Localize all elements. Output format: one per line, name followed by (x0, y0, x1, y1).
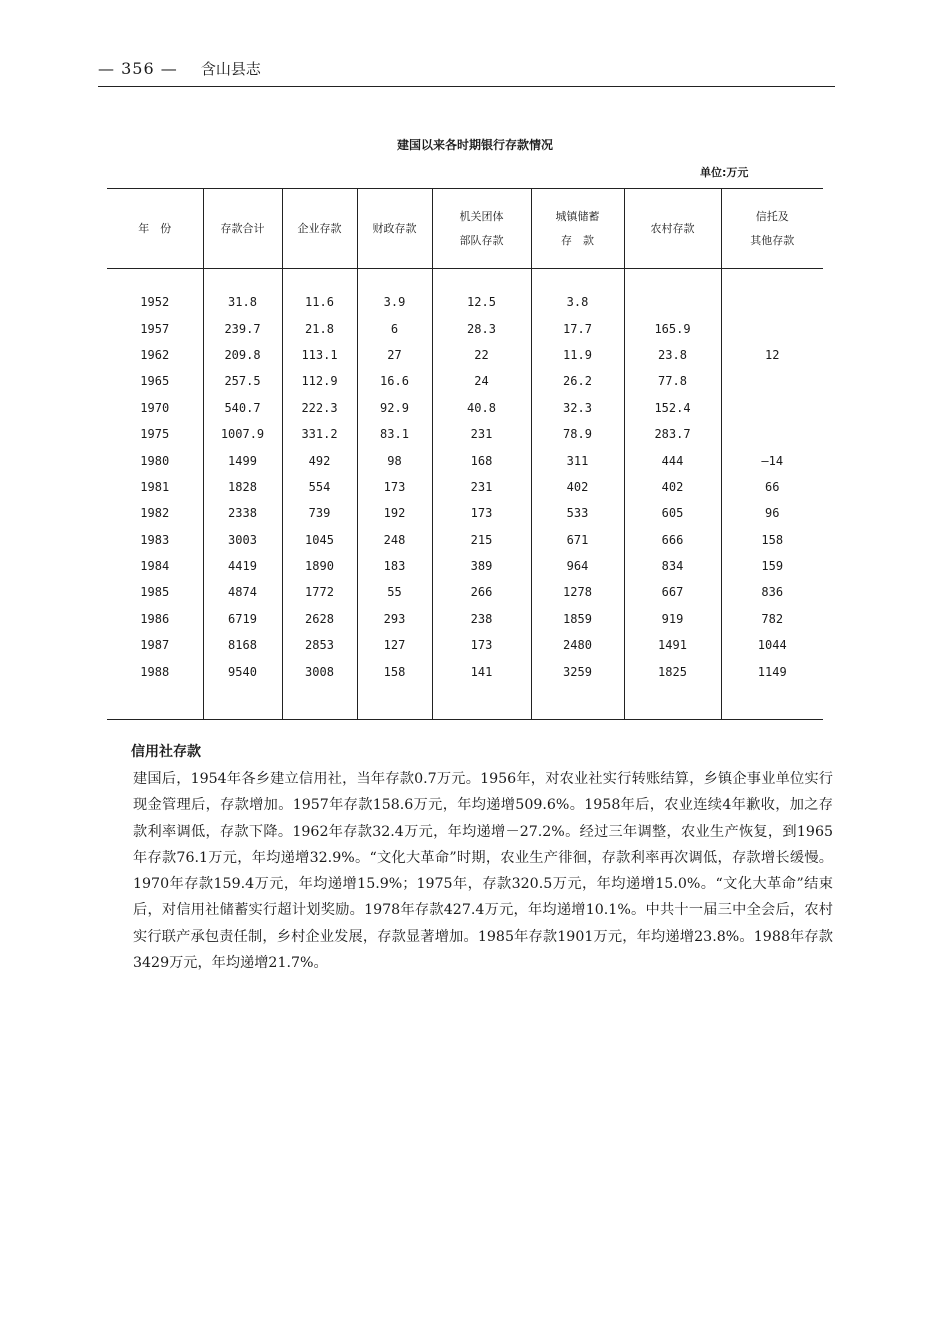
table-cell: 1980 (140, 453, 170, 468)
table-cell: 782 (721, 606, 823, 632)
table-cell: 2338 (203, 500, 282, 526)
spacer-cell (432, 269, 531, 290)
table-cell (721, 368, 823, 394)
table-cell: 2480 (531, 632, 624, 658)
table-cell: 6719 (203, 606, 282, 632)
table-cell: 17.7 (531, 315, 624, 341)
column-header-line: 其他存款 (750, 233, 795, 247)
table-cell: 1772 (282, 579, 357, 605)
spacer-cell (531, 269, 624, 290)
table-cell: 12.5 (432, 289, 531, 315)
table-cell: 192 (357, 500, 432, 526)
table-cell: 1890 (282, 553, 357, 579)
table-cell: 9540 (203, 658, 282, 684)
table-cell: 389 (432, 553, 531, 579)
spacer-cell (721, 269, 823, 290)
spacer-cell (531, 685, 624, 720)
table-cell: 1007.9 (203, 421, 282, 447)
table-cell: 3008 (282, 658, 357, 684)
table-cell: 1962 (140, 347, 170, 362)
table-cell: 78.9 (531, 421, 624, 447)
spacer-cell (432, 685, 531, 720)
table-cell: 55 (357, 579, 432, 605)
table-cell: 554 (282, 474, 357, 500)
table-cell: 533 (531, 500, 624, 526)
column-header-line: 企业存款 (297, 221, 342, 235)
table-title: 建国以来各时期银行存款情况 (396, 138, 553, 152)
table-cell: 444 (624, 447, 721, 473)
table-cell (721, 289, 823, 315)
table-cell: 173 (432, 632, 531, 658)
table-cell: 31.8 (203, 289, 282, 315)
table-row (107, 395, 823, 421)
table-cell: 1984 (140, 559, 170, 574)
table-cell: 158 (357, 658, 432, 684)
table-cell (624, 289, 721, 315)
column-header-line: 农村存款 (650, 221, 695, 235)
table-cell: 23.8 (624, 342, 721, 368)
table-cell: 11.6 (282, 289, 357, 315)
table-cell: 1859 (531, 606, 624, 632)
table-cell: 6 (357, 315, 432, 341)
table-cell: 964 (531, 553, 624, 579)
table-cell: 96 (721, 500, 823, 526)
column-header-line: 存款合计 (220, 221, 265, 235)
column-header (282, 189, 357, 269)
table-cell: 173 (432, 500, 531, 526)
table-cell: 266 (432, 579, 531, 605)
table-cell: 666 (624, 527, 721, 553)
table-cell: 293 (357, 606, 432, 632)
table-cell: 165.9 (624, 315, 721, 341)
deposit-table (107, 188, 823, 720)
table-cell: 311 (531, 447, 624, 473)
table-cell: 16.6 (357, 368, 432, 394)
table-row (107, 632, 823, 658)
table-cell: 4874 (203, 579, 282, 605)
table-cell: 66 (721, 474, 823, 500)
table-cell: 238 (432, 606, 531, 632)
table-row (107, 579, 823, 605)
table-cell: 1983 (140, 532, 170, 547)
table-row (107, 368, 823, 394)
table-cell: 248 (357, 527, 432, 553)
table-row (107, 447, 823, 473)
table-cell: 540.7 (203, 395, 282, 421)
table-cell: 231 (432, 421, 531, 447)
table-cell: 11.9 (531, 342, 624, 368)
table-cell: 3.8 (531, 289, 624, 315)
table-cell: 183 (357, 553, 432, 579)
spacer-cell (203, 269, 282, 290)
table-cell: 834 (624, 553, 721, 579)
column-header (531, 189, 624, 269)
table-cell: 402 (624, 474, 721, 500)
table-cell: 605 (624, 500, 721, 526)
table-cell: 40.8 (432, 395, 531, 421)
table-cell: 27 (357, 342, 432, 368)
table-cell: 3259 (531, 658, 624, 684)
table-cell: 1499 (203, 447, 282, 473)
table-cell: 3.9 (357, 289, 432, 315)
spacer-cell (721, 685, 823, 720)
spacer-cell (107, 269, 203, 290)
section-paragraph: 建国后，1954年各乡建立信用社，当年存款0.7万元。1956年，对农业社实行转账结算，乡镇企事业单位实行现金管理后，存款增加。1957年存款158.6万元，年均递增509.6%。1958年后，农业连续4年歉收，加之存款利率调低，存款下降。1962年存款32.4万元，年均递增－27.2%。经过三年调整，农业生产恢复，到1965年存款76.1万元，年均递增32.9%。“文化大革命”时期，农业生产徘徊，存款利率再次调低，存款增长缓慢。1970年存款159.4万元，年均递增15.9%；1975年，存款320.5万元，年均递增15.0%。“文化大革命”结束后，对信用社储蓄实行超计划奖励。1978年存款427.4万元，年均递增10.1%。中共十一届三中全会后，农村实行联产承包责任制，乡村企业发展，存款显著增加。1985年存款1901万元，年均递增23.8%。1988年存款3429万元，年均递增21.7%。 (133, 771, 833, 972)
table-cell: 1825 (624, 658, 721, 684)
book-title: 含山县志 (200, 60, 261, 78)
table-cell: 1981 (140, 479, 170, 494)
table-cell (721, 395, 823, 421)
spacer-cell (624, 269, 721, 290)
table-cell: 1952 (140, 295, 170, 310)
table-cell: 3003 (203, 527, 282, 553)
table-cell: 231 (432, 474, 531, 500)
table-cell: 1988 (140, 664, 170, 679)
table-row (107, 421, 823, 447)
spacer-cell (107, 685, 203, 720)
table-cell: —14 (721, 447, 823, 473)
table-cell: 127 (357, 632, 432, 658)
table-cell: 1278 (531, 579, 624, 605)
table-cell: 4419 (203, 553, 282, 579)
table-cell: 2853 (282, 632, 357, 658)
table-cell: 22 (432, 342, 531, 368)
table-cell: 1491 (624, 632, 721, 658)
column-header-line: 财政存款 (372, 221, 417, 235)
table-cell: 1149 (721, 658, 823, 684)
table-cell: 152.4 (624, 395, 721, 421)
column-header (624, 189, 721, 269)
table-cell: 158 (721, 527, 823, 553)
table-cell: 402 (531, 474, 624, 500)
table-header-row (107, 189, 823, 269)
table-cell: 83.1 (357, 421, 432, 447)
table-cell: 257.5 (203, 368, 282, 394)
table-cell: 671 (531, 527, 624, 553)
spacer-cell (203, 685, 282, 720)
table-cell: 112.9 (282, 368, 357, 394)
section-title: 信用社存款 (131, 744, 201, 760)
spacer-row (107, 685, 823, 720)
table-cell: 12 (721, 342, 823, 368)
column-header-line: 机关团体 (459, 209, 504, 223)
table-cell: 168 (432, 447, 531, 473)
table-cell: 141 (432, 658, 531, 684)
table-row (107, 500, 823, 526)
table-cell: 2628 (282, 606, 357, 632)
table-cell: 98 (357, 447, 432, 473)
table-cell: 32.3 (531, 395, 624, 421)
table-row (107, 553, 823, 579)
table-cell: 836 (721, 579, 823, 605)
column-header-line: 部队存款 (459, 233, 504, 247)
table-row (107, 315, 823, 341)
table-cell: 173 (357, 474, 432, 500)
column-header-line: 信托及 (755, 209, 789, 223)
table-cell: 26.2 (531, 368, 624, 394)
table-cell: 739 (282, 500, 357, 526)
column-header (107, 189, 203, 269)
table-row (107, 474, 823, 500)
table-cell: 667 (624, 579, 721, 605)
spacer-cell (282, 269, 357, 290)
table-cell: 159 (721, 553, 823, 579)
table-cell: 1986 (140, 611, 170, 626)
table-cell: 1987 (140, 638, 170, 653)
table-cell: 222.3 (282, 395, 357, 421)
column-header-line: 年 份 (138, 221, 172, 235)
table-cell: 1044 (721, 632, 823, 658)
table-row (107, 342, 823, 368)
table-cell: 1965 (140, 374, 170, 389)
table-cell: 209.8 (203, 342, 282, 368)
column-header (203, 189, 282, 269)
table-cell: 1957 (140, 321, 170, 336)
table-cell: 1985 (140, 585, 170, 600)
table-cell: 1045 (282, 527, 357, 553)
table-cell: 283.7 (624, 421, 721, 447)
table-cell: 331.2 (282, 421, 357, 447)
table-cell: 113.1 (282, 342, 357, 368)
table-cell: 1970 (140, 400, 170, 415)
spacer-cell (282, 685, 357, 720)
column-header (721, 189, 823, 269)
table-cell: 21.8 (282, 315, 357, 341)
column-header (432, 189, 531, 269)
table-cell: 8168 (203, 632, 282, 658)
column-header (357, 189, 432, 269)
table-cell: 1982 (140, 506, 170, 521)
page-number: — 356 — (98, 59, 178, 78)
spacer-cell (357, 269, 432, 290)
table-cell: 919 (624, 606, 721, 632)
spacer-cell (357, 685, 432, 720)
table-cell: 28.3 (432, 315, 531, 341)
table-row (107, 289, 823, 315)
column-header-line: 存 款 (561, 233, 594, 247)
table-cell: 77.8 (624, 368, 721, 394)
table-cell (721, 315, 823, 341)
spacer-cell (624, 685, 721, 720)
table-row (107, 606, 823, 632)
table-cell: 492 (282, 447, 357, 473)
table-cell: 1828 (203, 474, 282, 500)
table-cell: 24 (432, 368, 531, 394)
spacer-row (107, 269, 823, 290)
table-cell: 92.9 (357, 395, 432, 421)
column-header-line: 城镇储蓄 (555, 209, 600, 223)
table-cell: 215 (432, 527, 531, 553)
table-cell: 239.7 (203, 315, 282, 341)
page-header (98, 56, 835, 87)
table-unit: 单位:万元 (700, 166, 749, 179)
table-cell (721, 421, 823, 447)
table-row (107, 658, 823, 684)
table-row (107, 527, 823, 553)
table-body (107, 269, 823, 720)
table-cell: 1975 (140, 427, 170, 442)
